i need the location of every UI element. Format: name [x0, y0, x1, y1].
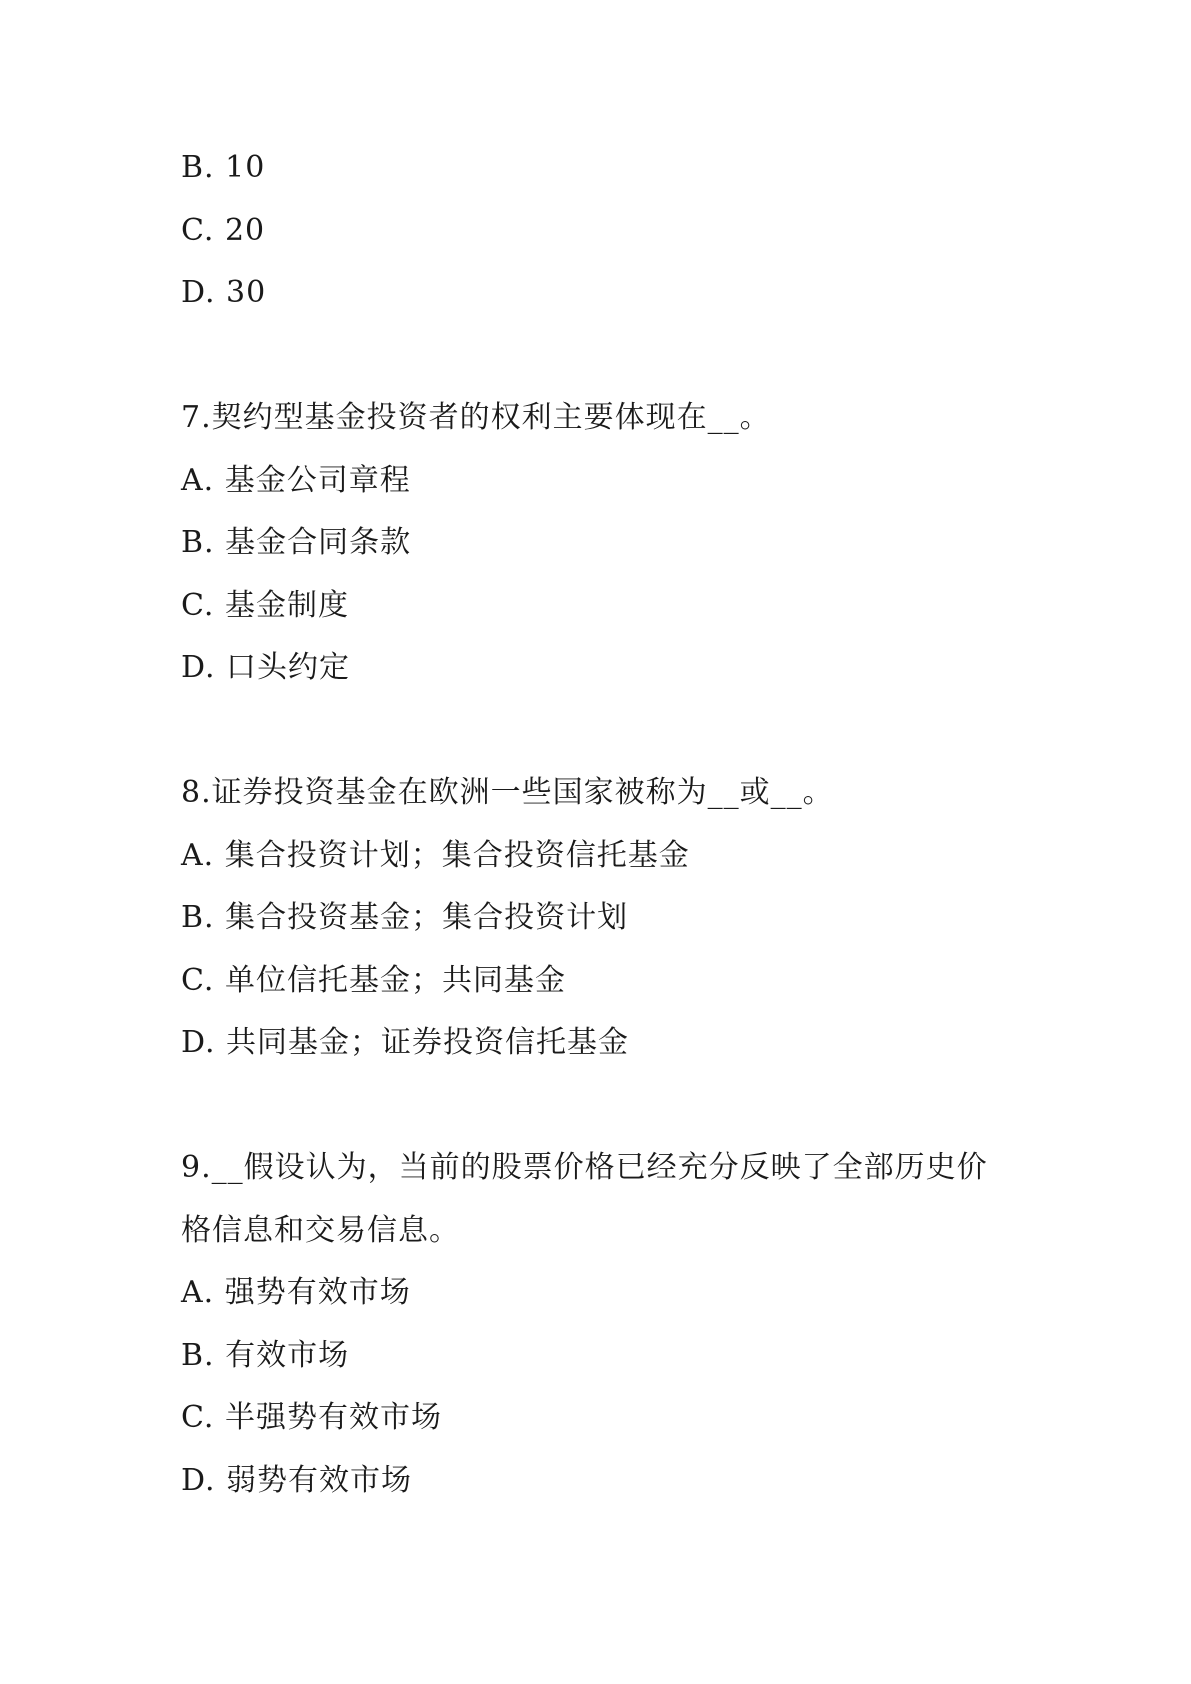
question-7-option-d: D. 口头约定: [181, 650, 351, 685]
question-8-option-b: B. 集合投资基金；集合投资计划: [181, 900, 629, 935]
question-7-stem: 7.契约型基金投资者的权利主要体现在__。: [181, 400, 771, 435]
question-7-option-b: B. 基金合同条款: [181, 525, 412, 560]
question-9-option-b: B. 有效市场: [181, 1338, 350, 1373]
question-9-option-d: D. 弱势有效市场: [181, 1463, 413, 1498]
question-8-option-a: A. 集合投资计划；集合投资信托基金: [181, 838, 690, 873]
question-7-option-c: C. 基金制度: [181, 588, 349, 623]
question-7-option-a: A. 基金公司章程: [181, 463, 411, 498]
question-9-stem-line-2: 格信息和交易信息。: [181, 1213, 460, 1248]
question-8-option-c: C. 单位信托基金；共同基金: [181, 963, 566, 998]
question-8-option-d: D. 共同基金；证券投资信托基金: [181, 1025, 630, 1060]
option-d-prev: D. 30: [181, 275, 267, 310]
question-9-option-a: A. 强势有效市场: [181, 1275, 411, 1310]
question-9-stem-line-1: 9.__假设认为，当前的股票价格已经充分反映了全部历史价: [181, 1150, 988, 1185]
option-c-prev: C. 20: [181, 213, 266, 248]
question-9-option-c: C. 半强势有效市场: [181, 1400, 442, 1435]
option-b-prev: B. 10: [181, 150, 266, 185]
question-8-stem: 8.证券投资基金在欧洲一些国家被称为__或__。: [181, 775, 834, 810]
